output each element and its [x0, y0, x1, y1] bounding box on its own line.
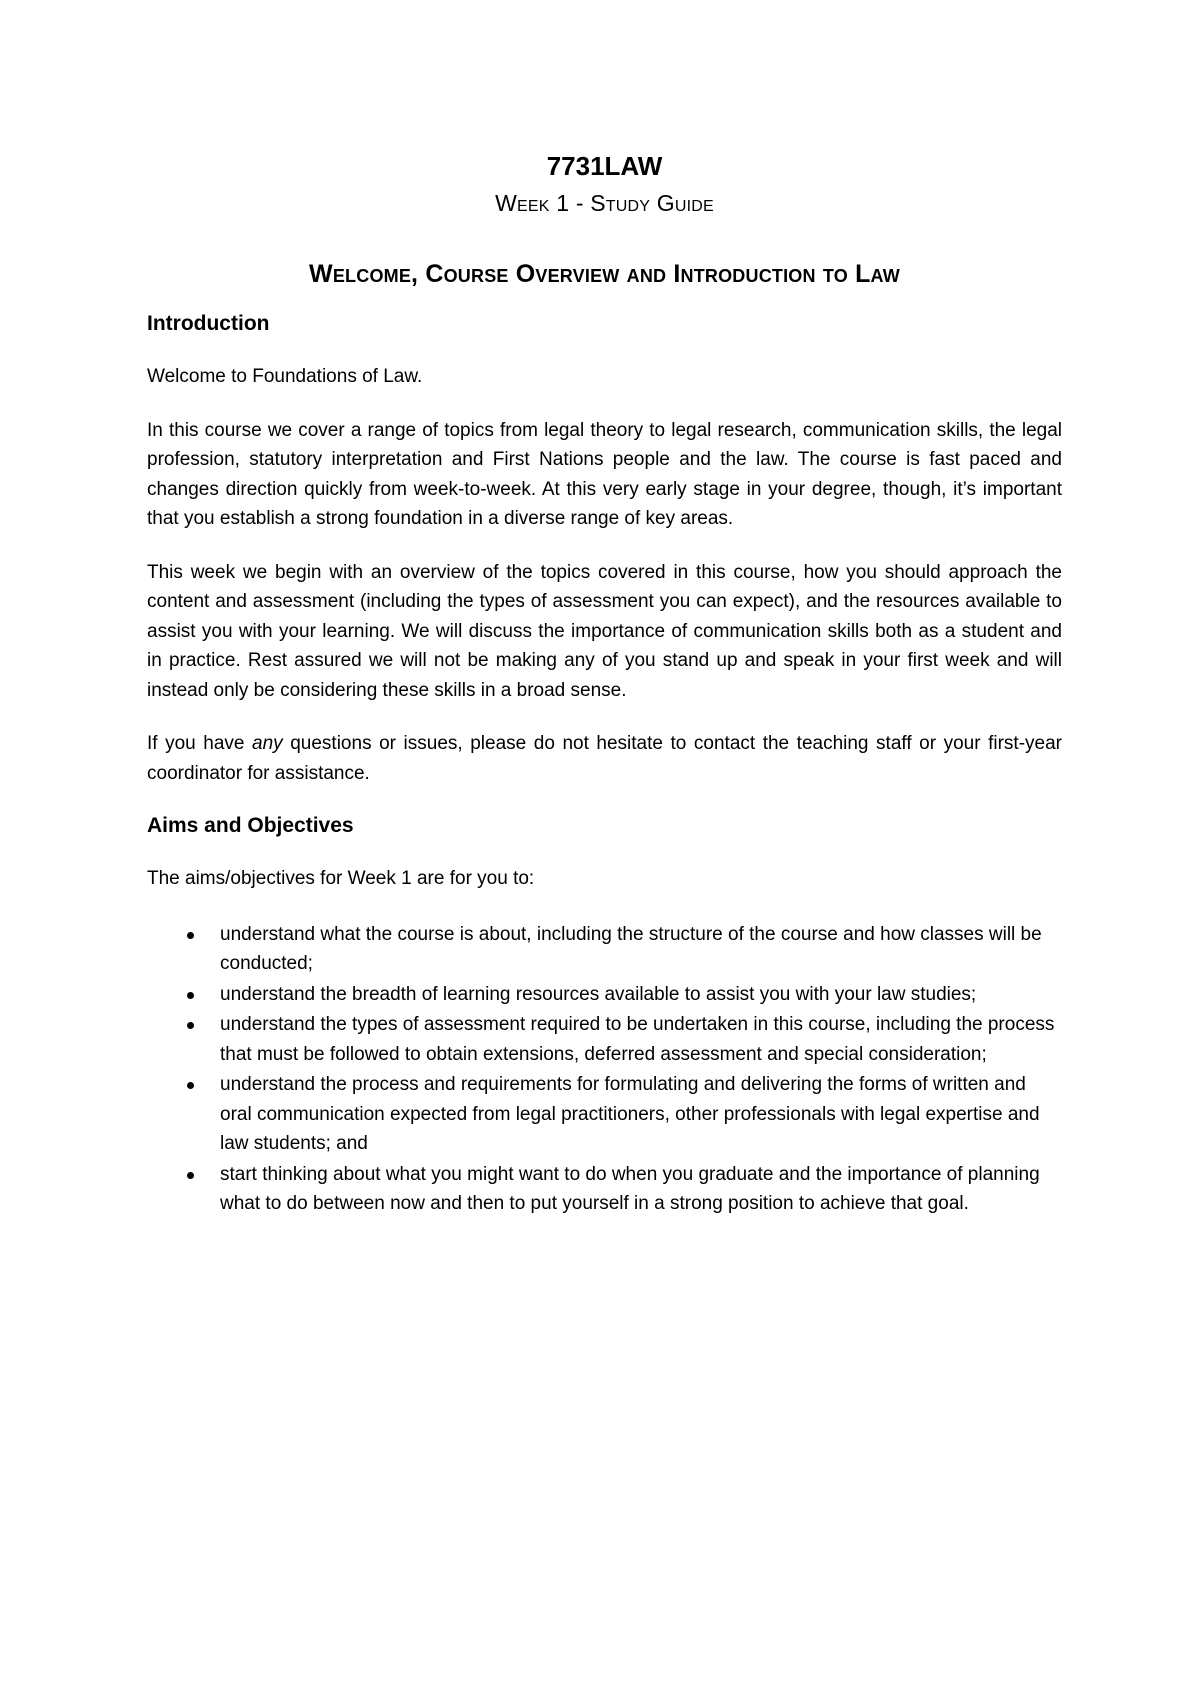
list-item: [147, 920, 1060, 979]
list-item-text: understand the breadth of learning resources available to assist you with your law studies;: [220, 983, 977, 1005]
para3-text-before: If you have: [147, 733, 253, 754]
list-item: [147, 1160, 1060, 1219]
welcome-paragraph: Welcome to Foundations of Law.: [147, 366, 423, 387]
aims-heading: Aims and Objectives: [147, 814, 354, 837]
bullet-icon: [187, 1082, 194, 1089]
list-item-text: understand the types of assessment required to be undertaken in this course, including the process that must be followed to obtain extensions, deferred assessment and special consideration;: [220, 1014, 1055, 1065]
intro-paragraph-3: [147, 729, 1062, 788]
aims-list: [147, 920, 1062, 1219]
list-item-text: understand the process and requirements for formulating and delivering the forms of written and oral communication expected from legal practitioners, other professionals with legal expertise and law students; and: [220, 1074, 1040, 1154]
course-code-title: 7731LAW: [546, 151, 663, 181]
bullet-icon: [187, 992, 194, 999]
bullet-icon: [187, 1172, 194, 1179]
bullet-icon: [187, 932, 194, 939]
main-heading: Welcome, Course Overview and Introduction to Law: [309, 260, 900, 288]
list-item-text: understand what the course is about, including the structure of the course and how classes will be conducted;: [220, 923, 1042, 974]
list-item: [147, 1070, 1060, 1159]
document-page: [147, 150, 1062, 1220]
list-item-text: start thinking about what you might want to do when you graduate and the importance of planning what to do between now and then to put yourself in a strong position to achieve that goal.: [220, 1163, 1040, 1214]
para3-text-after: questions or issues, please do not hesitate to contact the teaching staff or your first-year coordinator for assistance.: [147, 733, 1062, 784]
list-item: [147, 1010, 1060, 1069]
intro-paragraph-2: This week we begin with an overview of the topics covered in this course, how you should approach the content and assessment (including the types of assessment you can expect), and the resources available to assist you with your learning. We will discuss the importance of communication skills both as a student and in practice. Rest assured we will not be making any of you stand up and speak in your first week and will instead only be considering these skills in a broad sense.: [147, 561, 1062, 701]
para3-emphasis: any: [252, 733, 283, 754]
intro-paragraph-1: In this course we cover a range of topics from legal theory to legal research, communication skills, the legal profession, statutory interpretation and First Nations people and the law. The course is fast paced and changes direction quickly from week-to-week. At this very early stage in your degree, though, it’s important that you establish a strong foundation in a diverse range of key areas.: [147, 419, 1062, 529]
bullet-icon: [187, 1022, 194, 1029]
aims-intro: The aims/objectives for Week 1 are for you to:: [147, 868, 535, 889]
study-guide-subtitle: Week 1 - Study Guide: [495, 190, 714, 216]
introduction-heading: Introduction: [147, 312, 270, 335]
list-item: [147, 980, 1060, 1010]
